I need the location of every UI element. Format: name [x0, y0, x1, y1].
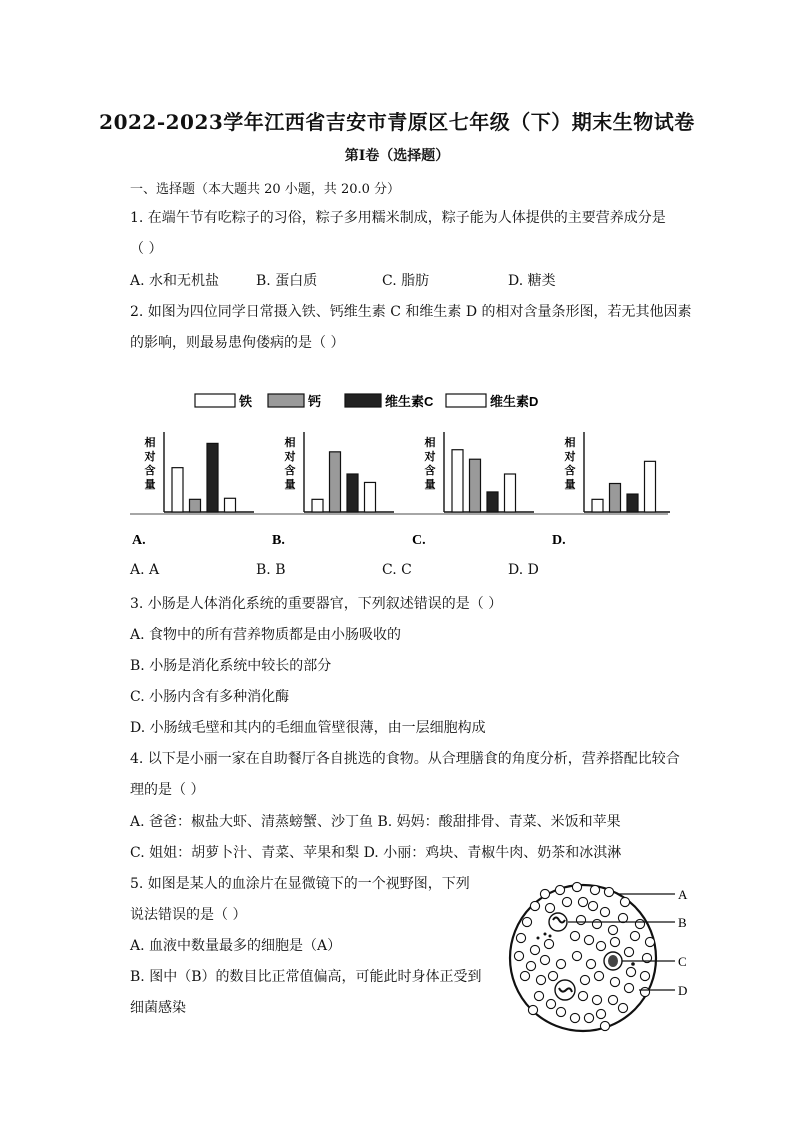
chart-panels: [130, 432, 670, 548]
red-blood-cell: [536, 975, 545, 984]
bar-维生素C: [347, 474, 358, 512]
chart-legend: [195, 394, 538, 409]
ylabel-char: 相: [564, 437, 576, 449]
q3-stem: 3. 小肠是人体消化系统的重要器官，下列叙述错误的是（ ）: [130, 596, 503, 612]
red-blood-cell: [530, 901, 539, 910]
q1-option-a: A. 水和无机盐: [130, 273, 220, 289]
red-blood-cell: [588, 901, 597, 910]
red-blood-cell: [610, 937, 619, 946]
ylabel-char: 对: [564, 451, 576, 463]
legend-label-1: 钙: [308, 394, 322, 409]
red-blood-cell: [645, 937, 654, 946]
nutrient-bar-chart-figure: [130, 388, 670, 548]
red-blood-cell: [578, 991, 587, 1000]
white-blood-cell-b: [549, 913, 567, 931]
red-blood-cell: [570, 1013, 579, 1022]
label-a: A: [678, 887, 688, 902]
bar-铁: [452, 450, 463, 512]
bar-钙: [190, 499, 201, 512]
red-blood-cell: [570, 931, 579, 940]
q2-stem-cont: 的影响，则最易患佝偻病的是（ ）: [130, 335, 345, 351]
bar-维生素D: [645, 461, 656, 512]
panel-c: [412, 432, 534, 548]
red-blood-cell: [592, 995, 601, 1004]
ylabel-char: 对: [144, 451, 156, 463]
red-blood-cell: [584, 935, 593, 944]
bar-铁: [172, 468, 183, 512]
q1-option-d: D. 糖类: [508, 273, 556, 289]
red-blood-cell: [618, 913, 627, 922]
ylabel-char: 含: [424, 465, 436, 477]
red-blood-cell: [610, 977, 619, 986]
q3-option-b: B. 小肠是消化系统中较长的部分: [130, 658, 332, 674]
red-blood-cell: [590, 885, 599, 894]
bar-维生素D: [225, 498, 236, 512]
red-blood-cell: [586, 959, 595, 968]
legend-label-0: 铁: [239, 394, 253, 409]
q1-stem-cont: （ ）: [130, 241, 163, 257]
ylabel-char: 含: [144, 465, 156, 477]
label-c: C: [678, 954, 687, 969]
red-blood-cell: [546, 999, 555, 1008]
red-blood-cell: [630, 931, 639, 940]
panel-d: [552, 432, 670, 548]
red-blood-cell: [604, 887, 613, 896]
q2-option-c: C. C: [382, 562, 412, 578]
q2-stem: 2. 如图为四位同学日常摄入铁、钙维生素 C 和维生素 D 的相对含量条形图，若无其他因素: [130, 304, 692, 320]
red-blood-cell: [556, 959, 565, 968]
red-blood-cell: [540, 955, 549, 964]
q3-option-a: A. 食物中的所有营养物质都是由小肠吸收的: [130, 627, 402, 643]
bar-维生素C: [487, 492, 498, 512]
red-blood-cell: [578, 897, 587, 906]
red-blood-cell: [540, 889, 549, 898]
red-blood-cell: [600, 907, 609, 916]
legend-swatch-0: [195, 394, 235, 407]
legend-swatch-2: [345, 394, 381, 407]
red-blood-cell: [572, 882, 581, 891]
ylabel-char: 量: [144, 479, 156, 491]
red-blood-cell: [548, 971, 557, 980]
q4-stem-cont: 理的是（ ）: [130, 782, 205, 798]
red-blood-cell: [528, 1005, 537, 1014]
label-d: D: [678, 983, 688, 998]
blood-smear-figure: [505, 872, 700, 1037]
label-b: B: [678, 915, 687, 930]
legend-label-3: 维生素D: [490, 394, 539, 409]
bar-钙: [470, 459, 481, 512]
bar-钙: [330, 452, 341, 512]
ylabel-char: 含: [564, 465, 576, 477]
ylabel-char: 相: [284, 437, 296, 449]
q3-option-d: D. 小肠绒毛壁和其内的毛细血管壁很薄，由一层细胞构成: [130, 720, 486, 736]
page-title: 2022-2023学年江西省吉安市青原区七年级（下）期末生物试卷: [99, 110, 695, 134]
panel-b: [272, 432, 394, 548]
ylabel-char: 对: [424, 451, 436, 463]
q5-option-b: B. 图中（B）的数目比正常值偏高，可能此时身体正受到: [130, 969, 482, 985]
panel-a: [132, 432, 254, 548]
red-blood-cell: [545, 903, 554, 912]
q1-option-c: C. 脂肪: [382, 273, 430, 289]
red-blood-cell: [520, 971, 529, 980]
red-blood-cell: [576, 915, 585, 924]
red-blood-cell: [530, 945, 539, 954]
red-blood-cell: [640, 971, 649, 980]
panel-label: B.: [272, 533, 285, 548]
red-blood-cell: [584, 1013, 593, 1022]
q1-stem: 1. 在端午节有吃粽子的习俗，粽子多用糯米制成，粽子能为人体提供的主要营养成分是: [130, 210, 666, 226]
red-blood-cell: [572, 951, 581, 960]
legend-swatch-1: [268, 394, 304, 407]
red-blood-cell: [596, 1009, 605, 1018]
ylabel-char: 对: [284, 451, 296, 463]
red-blood-cell: [580, 975, 589, 984]
q3-option-c: C. 小肠内含有多种消化酶: [130, 689, 290, 705]
red-blood-cell: [522, 917, 531, 926]
red-blood-cell: [596, 941, 605, 950]
panel-label: C.: [412, 533, 426, 548]
red-blood-cell: [534, 991, 543, 1000]
white-blood-cell: [555, 980, 575, 1000]
red-blood-cell: [608, 925, 617, 934]
panel-label: D.: [552, 533, 566, 548]
q1-option-b: B. 蛋白质: [256, 273, 318, 289]
q2-option-b: B. B: [256, 562, 286, 578]
q5-option-a: A. 血液中数量最多的细胞是（A）: [130, 938, 342, 954]
panel-label: A.: [132, 533, 146, 548]
red-blood-cell: [640, 987, 649, 996]
bar-维生素D: [505, 474, 516, 512]
ylabel-char: 含: [284, 465, 296, 477]
red-blood-cell: [635, 919, 644, 928]
legend-label-2: 维生素C: [385, 394, 434, 409]
bar-铁: [592, 499, 603, 512]
bar-钙: [610, 484, 621, 513]
bar-维生素C: [627, 494, 638, 512]
legend-swatch-3: [446, 394, 486, 407]
ylabel-char: 相: [144, 437, 156, 449]
q5-option-b-cont: 细菌感染: [130, 1000, 186, 1016]
red-blood-cell: [562, 897, 571, 906]
red-blood-cell: [594, 971, 603, 980]
red-blood-cell: [608, 995, 617, 1004]
ylabel-char: 量: [564, 479, 576, 491]
q5-stem-cont: 说法错误的是（ ）: [130, 907, 247, 923]
bar-维生素C: [207, 443, 218, 512]
red-blood-cell: [544, 939, 553, 948]
red-blood-cell: [526, 961, 535, 970]
red-blood-cell: [555, 885, 564, 894]
red-blood-cell: [516, 933, 525, 942]
red-blood-cell: [624, 947, 633, 956]
q2-option-a: A. A: [130, 562, 160, 578]
red-blood-cell: [624, 983, 633, 992]
red-blood-cell: [626, 967, 635, 976]
red-blood-cell: [514, 951, 523, 960]
ylabel-char: 相: [424, 437, 436, 449]
red-blood-cell: [620, 897, 629, 906]
red-blood-cell: [592, 919, 601, 928]
red-blood-cell: [618, 1003, 627, 1012]
ylabel-char: 量: [284, 479, 296, 491]
q4-options-ab: A. 爸爸：椒盐大虾、清蒸螃蟹、沙丁鱼 B. 妈妈：酸甜排骨、青菜、米饭和苹果: [130, 814, 621, 830]
q4-options-cd: C. 姐姐：胡萝卜汁、青菜、苹果和梨 D. 小丽：鸡块、青椒牛肉、奶茶和冰淇淋: [130, 845, 622, 861]
white-blood-cell-c: [604, 952, 622, 970]
q4-stem: 4. 以下是小丽一家在自助餐厅各自挑选的食物。从合理膳食的角度分析，营养搭配比较合: [130, 751, 680, 767]
q5-stem: 5. 如图是某人的血涂片在显微镜下的一个视野图，下列: [130, 876, 470, 892]
section-intro: 一、选择题（本大题共 20 小题，共 20.0 分）: [130, 182, 401, 197]
bar-铁: [312, 499, 323, 512]
bar-维生素D: [365, 482, 376, 512]
red-blood-cell: [600, 1021, 609, 1030]
red-blood-cell: [556, 1007, 565, 1016]
section-heading: 第Ⅰ卷（选择题）: [344, 148, 450, 164]
q2-option-d: D. D: [508, 562, 539, 578]
ylabel-char: 量: [424, 479, 436, 491]
